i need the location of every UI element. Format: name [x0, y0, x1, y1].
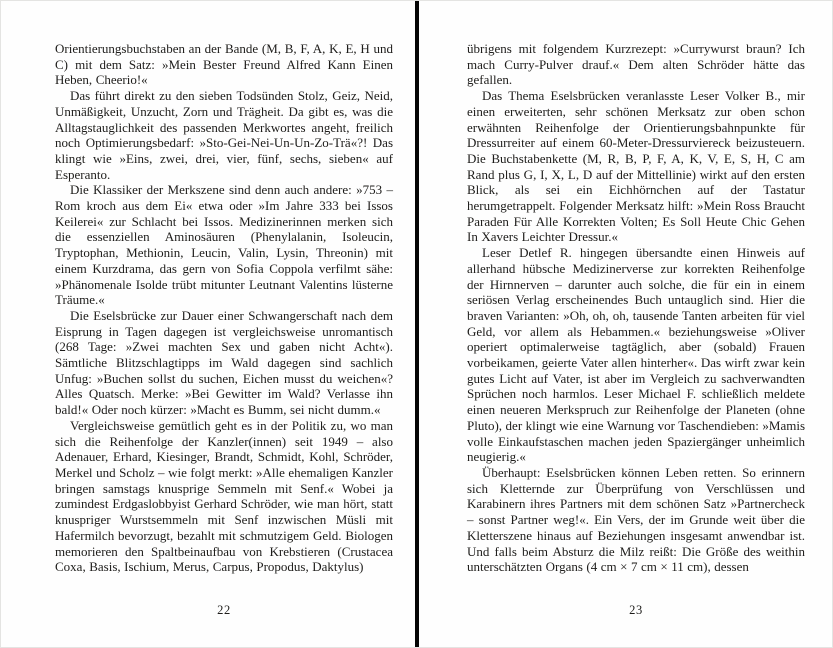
page-right-text-block [467, 41, 805, 575]
page-left-text-block [55, 41, 393, 575]
paragraph: Das Thema Eselsbrücken veranlasste Leser Volker B., mir einen erweiterten, sehr schönen Merksatz zur oben schon erwähnten Reihenfolge der Orientierungsbahnpunkte für Dressurreiter auf einem 60-Meter-Dressurviereck beizusteuern. Die Buchstabenkette (M, R, B, P, F, A, K, V, E, S, H, C am Rand plus G, I, X, L, D auf der Mittellinie) wirkt auf den ersten Blick, als sei ein Eichhörnchen auf der Tastatur herumgetrappelt. Folgender Merksatz hilft: »Mein Ross Braucht Paraden Für Alle Korrekten Volten; Es Soll Heute Chic Gehen In Xavers Leichter Dressur.« [467, 88, 805, 245]
paragraph: Das führt direkt zu den sieben Todsünden Stolz, Geiz, Neid, Unmäßigkeit, Unzucht, Zorn und Trägheit. Da gibt es, was die Alltagstauglichkeit des passenden Merkwortes angeht, freilich noch Optimierungsbedarf: »Sto-Gei-Nei-Un-Un-Zo-Trä«?! Das klingt wie »Eins, zwei, drei, vier, fünf, sechs, sieben« auf Esperanto. [55, 88, 393, 182]
paragraph: Die Klassiker der Merkszene sind denn auch andere: »753 – Rom kroch aus dem Ei« etwa oder »Im Jahre 333 bei Issos Keilerei« zur Schlacht bei Issos. Medizinerinnen merken sich die essenziellen Aminosäuren (Phenylalanin, Isoleucin, Tryptophan, Methionin, Leucin, Valin, Lysin, Threonin) mit einem Kurzdrama, das gern von Sofia Coppola verfilmt sähe: »Phänomenale Isolde trübt mitunter Leutnant Valentins lüsterne Träume.« [55, 182, 393, 308]
page-right [419, 1, 833, 648]
paragraph: Überhaupt: Eselsbrücken können Leben retten. So erinnern sich Kletternde zur Überprüfung von Verschlüssen und Karabinern ihres Partners mit dem schönen Satz »Partnercheck – sonst Partner weg!«. Ein Vers, der im Grunde weit über die Kletterszene hinaus auf Beziehungen insgesamt anwendbar ist. Und falls beim Absturz die Milz reißt: Die Größe des weithin unterschätzten Organs (4 cm × 7 cm × 11 cm), dessen [467, 464, 805, 575]
page-left [1, 1, 415, 648]
page-number-left: 22 [217, 603, 231, 617]
paragraph-continuation: Orientierungsbuchstaben an der Bande (M, B, F, A, K, E, H und C) mit dem Satz: »Mein Bester Freund Alfred Kann Einen Heben, Cheerio!« [55, 41, 393, 88]
page-number-right: 23 [629, 603, 643, 617]
paragraph: Leser Detlef R. hingegen übersandte einen Hinweis auf allerhand hübsche Medizinerverse zur korrekten Reihenfolge der Hirnnerven – darunter auch solche, die für ein in einem seriösen Verlag erscheinendes Buch untauglich sind. Hier die braven Varianten: »Oh, oh, oh, tausende Tanten arbeiten für viel Geld, vor allem als Hebammen.« beziehungsweise »Oliver operiert optimalerweise tagtäglich, aber (sobald) Frauen vorbeikamen, geierte Vater allen hinterher«. Das wirft zwar kein gutes Licht auf Vater, ist aber im Vergleich zu sachverwandten Sprüchen noch harmlos. Leser Michael F. schließlich meldete einen neueren Merkspruch zur Reihenfolge der Planeten (ohne Pluto), der klingt wie eine Warnung vor Taschendieben: »Mamis volle Einkaufstaschen machen jeden Spaziergänger unheimlich neugierig.« [467, 245, 805, 465]
paragraph-continuation: übrigens mit folgendem Kurzrezept: »Currywurst braun? Ich mach Curry-Pulver drauf.« Dem alten Schröder hätte das gefallen. [467, 41, 805, 88]
paragraph: Vergleichsweise gemütlich geht es in der Politik zu, wo man sich die Reihenfolge der Kanzler(innen) seit 1949 – also Adenauer, Erhard, Kiesinger, Brandt, Schmidt, Kohl, Schröder, Merkel und Scholz – wie folgt merkt: »Alle ehemaligen Kanzler bringen samstags knusprige Semmeln mit Senf.« Wobei ja zumindest Erdgaslobbyist Gerhard Schröder, wie man hört, statt knuspriger Wurstsemmeln mit Senf inzwischen Müsli mit Hafermilch bevorzugt, bezahlt mit schmutzigem Geld. Biologen memorieren den Spaltbeinaufbau von Krebstieren (Crustacea Coxa, Basis, Ischium, Merus, Carpus, Propodus, Daktylus) [55, 417, 393, 575]
paragraph: Die Eselsbrücke zur Dauer einer Schwangerschaft nach dem Eisprung in Tagen dagegen ist vergleichsweise unromantisch (268 Tage: »Zwei machten Sex und gaben nicht Acht«). Sämtliche Blitzschlagtipps im Wald dagegen sind sachlich Unfug: »Buchen sollst du suchen, Eichen musst du weichen«? Alles Quatsch. Merke: »Bei Gewitter im Wald? Verlasse ihn bald!« Oder noch kürzer: »Macht es Bumm, sei nicht dumm.« [55, 307, 393, 418]
